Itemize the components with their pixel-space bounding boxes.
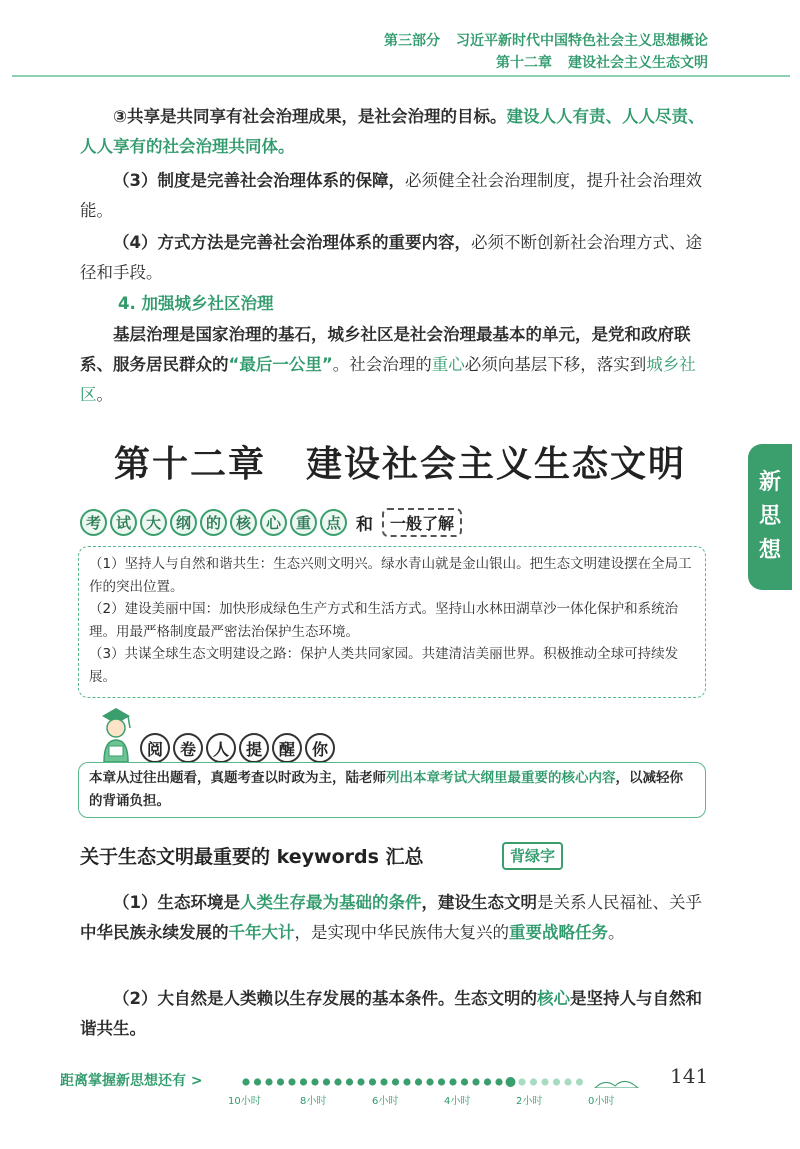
header-divider bbox=[12, 75, 790, 77]
paragraph-text: 基层治理是国家治理的基石，城乡社区是社会治理最基本的单元，是党和政府联系、服务居民群众的 bbox=[80, 325, 691, 374]
reminder-char: 醒 bbox=[272, 733, 302, 763]
progress-tick-labels bbox=[220, 1092, 640, 1106]
paragraph-text: ③共享是共同享有社会治理成果，是社会治理的目标。 bbox=[113, 107, 507, 126]
progress-dot bbox=[495, 1078, 502, 1085]
paragraph-text: 。社会治理的 bbox=[332, 355, 432, 374]
exam-outline-box bbox=[78, 546, 706, 698]
key-points-label bbox=[80, 508, 462, 537]
highlight-text: “最后一公里” bbox=[228, 355, 333, 374]
highlight-text: 核心 bbox=[536, 989, 570, 1008]
section-subheading: 4. 加强城乡社区治理 bbox=[118, 294, 274, 313]
progress-dot bbox=[438, 1078, 445, 1085]
paragraph-methods bbox=[80, 228, 710, 288]
header-part: 第三部分 bbox=[384, 33, 440, 49]
chapter-name: 建设社会主义生态文明 bbox=[306, 444, 687, 485]
side-tab-char: 想 bbox=[758, 538, 781, 563]
paragraph-text: 。 bbox=[96, 385, 113, 404]
progress-tick-label: 6小时 bbox=[372, 1096, 399, 1107]
progress-dot bbox=[277, 1078, 284, 1085]
paragraph-sharing bbox=[80, 102, 710, 162]
reminder-char: 你 bbox=[305, 733, 335, 763]
progress-dot bbox=[530, 1078, 537, 1085]
paragraph-text: （3）制度是完善社会治理体系的保障， bbox=[113, 171, 405, 190]
reminder-char: 人 bbox=[206, 733, 236, 763]
key-point-char: 核 bbox=[230, 509, 257, 536]
key-point-char: 试 bbox=[110, 509, 137, 536]
progress-tick-label: 4小时 bbox=[444, 1096, 471, 1107]
key-point-char: 心 bbox=[260, 509, 287, 536]
header-part-title: 习近平新时代中国特色社会主义思想概论 bbox=[456, 33, 708, 49]
header-chapter-title: 建设社会主义生态文明 bbox=[568, 55, 708, 71]
progress-dot bbox=[541, 1078, 548, 1085]
reviewer-reminder-box bbox=[78, 762, 706, 818]
side-tab-new-thought bbox=[748, 444, 792, 590]
paragraph-text: （1）生态环境是 bbox=[113, 893, 240, 912]
progress-tick-label: 10小时 bbox=[228, 1096, 261, 1107]
highlight-text: 建设人人有责、人人尽责、人人享有的社会治理共同体。 bbox=[80, 107, 705, 156]
key-point-char: 点 bbox=[320, 509, 347, 536]
side-tab-char: 思 bbox=[758, 504, 781, 529]
paragraph-text: 是坚持人与自然和谐共生。 bbox=[80, 989, 702, 1038]
progress-dot bbox=[311, 1078, 318, 1085]
teacher-figure-icon bbox=[96, 704, 136, 766]
progress-dot bbox=[357, 1078, 364, 1085]
progress-dot bbox=[323, 1078, 330, 1085]
progress-dot bbox=[426, 1078, 433, 1085]
progress-dot bbox=[484, 1078, 491, 1085]
running-header bbox=[384, 30, 708, 74]
paragraph-community bbox=[80, 320, 710, 410]
key-point-char: 纲 bbox=[170, 509, 197, 536]
progress-dot bbox=[346, 1078, 353, 1085]
mountain-icon bbox=[595, 1081, 638, 1088]
progress-dot bbox=[265, 1078, 272, 1085]
paragraph-text: （2）大自然是人类赖以生存发展的基本条件。生态文明的 bbox=[113, 989, 537, 1008]
highlight-text: 重要战略任务 bbox=[509, 923, 608, 942]
reminder-char: 提 bbox=[239, 733, 269, 763]
study-progress-track bbox=[240, 1076, 640, 1088]
progress-dot bbox=[472, 1078, 479, 1085]
paragraph-text: 中华民族永续发展的 bbox=[80, 923, 229, 942]
progress-dot bbox=[254, 1078, 261, 1085]
reminder-char: 阅 bbox=[140, 733, 170, 763]
progress-label: 距离掌握新思想还有 > bbox=[60, 1073, 203, 1089]
paragraph-text: 必须健全社会治理制度，提升社会治理效能。 bbox=[80, 171, 702, 220]
header-chapter: 第十二章 bbox=[496, 55, 552, 71]
progress-dot bbox=[300, 1078, 307, 1085]
progress-dot bbox=[449, 1078, 456, 1085]
paragraph-text: 。 bbox=[608, 923, 625, 942]
paragraph-text: ，建设生态文明 bbox=[421, 893, 537, 912]
progress-dot bbox=[415, 1078, 422, 1085]
progress-dot bbox=[288, 1078, 295, 1085]
general-understanding-label: 一般了解 bbox=[382, 508, 462, 537]
paragraph-text: 必须不断创新社会治理方式、途径和手段。 bbox=[80, 233, 702, 282]
progress-dot bbox=[380, 1078, 387, 1085]
progress-dot bbox=[392, 1078, 399, 1085]
chapter-number: 第十二章 bbox=[113, 444, 266, 485]
paragraph-text: ，是实现中华民族伟大复兴的 bbox=[294, 923, 509, 942]
reminder-text: ，以减轻你的背诵负担。 bbox=[89, 770, 683, 809]
memorize-green-badge: 背绿字 bbox=[502, 842, 563, 870]
keywords-heading: 关于生态文明最重要的 keywords 汇总 bbox=[80, 846, 424, 868]
progress-marker bbox=[506, 1077, 516, 1087]
progress-tick-label: 2小时 bbox=[516, 1096, 543, 1107]
progress-dot bbox=[518, 1078, 525, 1085]
progress-dot bbox=[242, 1078, 249, 1085]
key-point-char: 考 bbox=[80, 509, 107, 536]
keyword-item-2 bbox=[80, 984, 710, 1044]
and-word: 和 bbox=[356, 515, 373, 535]
progress-dot bbox=[403, 1078, 410, 1085]
progress-dot bbox=[564, 1078, 571, 1085]
chapter-title bbox=[0, 436, 800, 487]
progress-dot bbox=[461, 1078, 468, 1085]
side-tab-char: 新 bbox=[758, 470, 781, 495]
key-point-char: 重 bbox=[290, 509, 317, 536]
progress-dot bbox=[334, 1078, 341, 1085]
highlight-text: 列出本章考试大纲里最重要的核心内容 bbox=[386, 770, 616, 786]
progress-dot bbox=[553, 1078, 560, 1085]
keyword-item-1 bbox=[80, 888, 710, 948]
highlight-text: 人类生存最为基础的条件 bbox=[239, 893, 422, 912]
reviewer-reminder-title bbox=[140, 733, 335, 763]
paragraph-system bbox=[80, 166, 710, 226]
key-point-char: 大 bbox=[140, 509, 167, 536]
progress-tick-label: 0小时 bbox=[588, 1096, 615, 1107]
key-point-char: 的 bbox=[200, 509, 227, 536]
progress-dot bbox=[369, 1078, 376, 1085]
progress-dot bbox=[576, 1078, 583, 1085]
paragraph-text: 是关系人民福祉、关乎 bbox=[536, 893, 702, 912]
reminder-text: 本章从过往出题看，真题考查以时政为主，陆老师 bbox=[89, 770, 386, 786]
highlight-text: 重心 bbox=[431, 355, 465, 374]
paragraph-text: （4）方式方法是完善社会治理体系的重要内容， bbox=[113, 233, 471, 252]
highlight-text: 千年大计 bbox=[228, 923, 295, 942]
reminder-char: 卷 bbox=[173, 733, 203, 763]
page-number: 141 bbox=[670, 1064, 709, 1088]
paragraph-text: 必须向基层下移，落实到 bbox=[464, 355, 647, 374]
outline-item: （2）建设美丽中国：加快形成绿色生产方式和生活方式。坚持山水林田湖草沙一体化保护和系统治理。用最严格制度最严密法治保护生态环境。 bbox=[89, 601, 679, 640]
progress-tick-label: 8小时 bbox=[300, 1096, 327, 1107]
highlight-text: 城乡社区 bbox=[80, 355, 696, 404]
outline-item: （3）共谋全球生态文明建设之路：保护人类共同家园。共建清洁美丽世界。积极推动全球可持续发展。 bbox=[89, 646, 679, 685]
outline-item: （1）坚持人与自然和谐共生：生态兴则文明兴。绿水青山就是金山银山。把生态文明建设摆在全局工作的突出位置。 bbox=[89, 556, 692, 595]
